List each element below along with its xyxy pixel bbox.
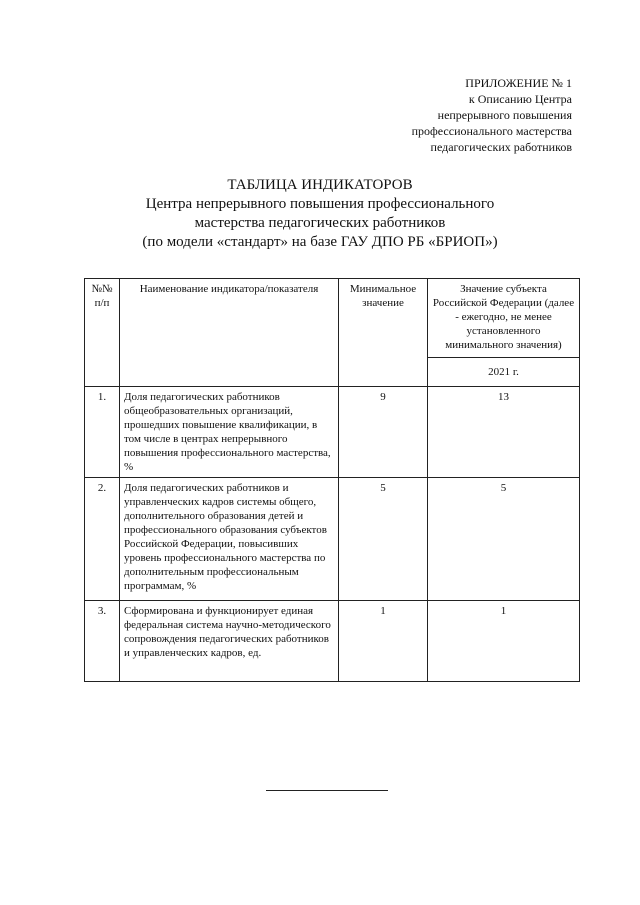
document-title [0, 176, 640, 252]
header-year: 2021 г. [428, 358, 580, 387]
row-name: Доля педагогических работников общеобразовательных организаций, прошедших повышение квалификации, в том числе в центрах непрерывного повышения профессионального мастерства, % [120, 387, 339, 478]
row-min: 9 [339, 387, 428, 478]
header-name: Наименование индикатора/показателя [120, 279, 339, 387]
row-value: 5 [428, 478, 580, 601]
row-value: 1 [428, 601, 580, 682]
row-name: Доля педагогических работников и управленческих кадров системы общего, дополнительного образования детей и профессионального образования субъектов Российской Федерации, повысивших уровень профессионального мастерства по дополнительным профессиональным программам, % [120, 478, 339, 601]
row-num: 2. [85, 478, 120, 601]
header-row [85, 279, 580, 358]
row-min: 1 [339, 601, 428, 682]
row-num: 1. [85, 387, 120, 478]
title-line: (по модели «стандарт» на базе ГАУ ДПО РБ «БРИОП») [142, 234, 498, 250]
title-line: ТАБЛИЦА ИНДИКАТОРОВ [227, 177, 413, 193]
row-value: 13 [428, 387, 580, 478]
appendix-line: ПРИЛОЖЕНИЕ № 1 [465, 76, 572, 90]
end-divider [266, 790, 388, 791]
appendix-line: к Описанию Центра [468, 92, 572, 106]
row-min: 5 [339, 478, 428, 601]
appendix-line: педагогических работников [430, 140, 572, 154]
appendix-line: непрерывного повышения [437, 108, 572, 122]
header-num: №№ п/п [85, 279, 120, 387]
row-num: 3. [85, 601, 120, 682]
table-row [85, 387, 580, 478]
appendix-line: профессионального мастерства [411, 124, 572, 138]
table-row [85, 601, 580, 682]
header-value: Значение субъекта Российской Федерации (далее - ежегодно, не менее установленного минимального значения) [428, 279, 580, 358]
appendix-note [412, 75, 572, 155]
title-line: мастерства педагогических работников [194, 215, 446, 231]
row-name: Сформирована и функционирует единая федеральная система научно-методического сопровождения педагогических работников и управленческих кадров, ед. [120, 601, 339, 682]
indicators-table [84, 278, 580, 682]
title-line: Центра непрерывного повышения профессионального [145, 196, 495, 212]
table-row [85, 478, 580, 601]
header-min: Минимальное значение [339, 279, 428, 387]
